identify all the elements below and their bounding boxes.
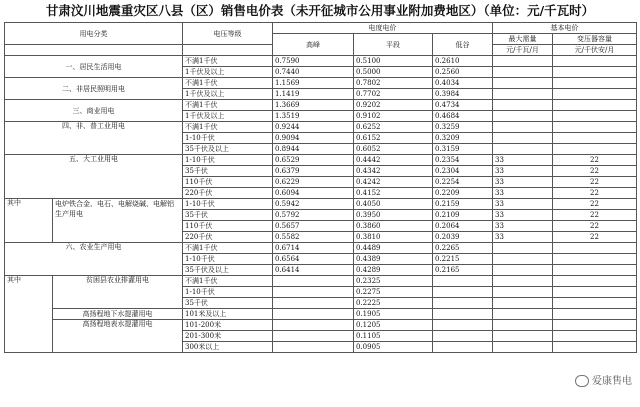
peak-cell: 1.3519 [273, 111, 354, 122]
voltage-cell: 不满1千伏 [183, 56, 273, 67]
valley-cell: 0.3159 [433, 144, 493, 155]
voltage-cell: 1千伏及以上 [183, 67, 273, 78]
flat-cell: 0.1905 [354, 309, 433, 320]
table-row [5, 320, 637, 331]
voltage-cell: 不满1千伏 [183, 243, 273, 254]
category-electro-industry: 电炉铁合金、电石、电解烧碱、电解铝生产用电 [53, 199, 183, 243]
table-row [5, 276, 637, 287]
flat-cell: 0.9202 [354, 100, 433, 111]
peak-cell: 0.9244 [273, 122, 354, 133]
voltage-cell: 1-10千伏 [183, 199, 273, 210]
wechat-icon [575, 375, 589, 387]
peak-cell: 0.6414 [273, 265, 354, 276]
valley-cell: 0.2109 [433, 210, 493, 221]
peak-cell: 0.5792 [273, 210, 354, 221]
flat-cell: 0.1105 [354, 331, 433, 342]
watermark [575, 372, 632, 387]
voltage-cell: 101-200米 [183, 320, 273, 331]
valley-cell: 0.2039 [433, 232, 493, 243]
flat-cell: 0.6152 [354, 133, 433, 144]
max-demand-cell: 33 [493, 166, 553, 177]
capacity-cell: 22 [553, 166, 637, 177]
header-valley: 低谷 [433, 34, 493, 56]
category-commercial: 三、商业用电 [5, 100, 183, 122]
flat-cell: 0.3860 [354, 221, 433, 232]
flat-cell: 0.4152 [354, 188, 433, 199]
voltage-cell: 101米及以上 [183, 309, 273, 320]
peak-cell: 0.6714 [273, 243, 354, 254]
flat-cell: 0.7802 [354, 78, 433, 89]
table-row [5, 243, 637, 254]
voltage-cell: 1-10千伏 [183, 287, 273, 298]
category-poor-county-irrigation: 贫困县农业排灌用电 [53, 276, 183, 309]
valley-cell: 0.3984 [433, 89, 493, 100]
category-residential: 一、居民生活用电 [5, 56, 183, 78]
category-high-lift-surface: 高扬程地表水提灌用电 [53, 320, 183, 353]
peak-cell: 0.5657 [273, 221, 354, 232]
valley-cell: 0.3259 [433, 122, 493, 133]
flat-cell: 0.2275 [354, 287, 433, 298]
voltage-cell: 35千伏及以上 [183, 265, 273, 276]
table-row [5, 199, 637, 210]
valley-cell: 0.4034 [433, 78, 493, 89]
voltage-cell: 110千伏 [183, 177, 273, 188]
header-flat: 平段 [354, 34, 433, 56]
flat-cell: 0.5100 [354, 56, 433, 67]
max-demand-cell: 33 [493, 155, 553, 166]
max-demand-cell: 33 [493, 199, 553, 210]
voltage-cell: 1千伏及以上 [183, 111, 273, 122]
header-max-demand-unit: 元/千瓦/月 [493, 45, 553, 56]
table-row [5, 155, 637, 166]
peak-cell: 0.6564 [273, 254, 354, 265]
capacity-cell: 22 [553, 177, 637, 188]
peak-cell: 1.1569 [273, 78, 354, 89]
valley-cell: 0.2560 [433, 67, 493, 78]
voltage-cell: 不满1千伏 [183, 122, 273, 133]
valley-cell: 0.2209 [433, 188, 493, 199]
voltage-cell: 35千伏 [183, 166, 273, 177]
header-max-demand: 最大需量 [493, 34, 553, 45]
peak-cell: 0.6094 [273, 188, 354, 199]
valley-cell: 0.2304 [433, 166, 493, 177]
capacity-cell: 22 [553, 199, 637, 210]
peak-cell: 0.5582 [273, 232, 354, 243]
flat-cell: 0.4389 [354, 254, 433, 265]
peak-cell: 1.1419 [273, 89, 354, 100]
valley-cell: 0.2354 [433, 155, 493, 166]
flat-cell: 0.4050 [354, 199, 433, 210]
header-category: 用电分类 [5, 23, 183, 45]
header-peak: 高峰 [273, 34, 354, 56]
voltage-cell: 1千伏及以上 [183, 89, 273, 100]
voltage-cell: 220千伏 [183, 232, 273, 243]
flat-cell: 0.2225 [354, 298, 433, 309]
valley-cell: 0.2265 [433, 243, 493, 254]
max-demand-cell: 33 [493, 177, 553, 188]
voltage-cell: 300米以上 [183, 342, 273, 353]
valley-cell: 0.2254 [433, 177, 493, 188]
flat-cell: 0.3810 [354, 232, 433, 243]
table-row [5, 56, 637, 67]
max-demand-cell: 33 [493, 232, 553, 243]
max-demand-cell: 33 [493, 188, 553, 199]
flat-cell: 0.4342 [354, 166, 433, 177]
header-basic-price: 基本电价 [493, 23, 637, 34]
header-row-1 [5, 23, 637, 34]
max-demand-cell: 33 [493, 210, 553, 221]
peak-cell: 0.6379 [273, 166, 354, 177]
valley-cell: 0.2165 [433, 265, 493, 276]
voltage-cell: 35千伏 [183, 298, 273, 309]
price-table [4, 22, 637, 353]
peak-cell: 0.8944 [273, 144, 354, 155]
valley-cell: 0.2215 [433, 254, 493, 265]
voltage-cell: 1-10千伏 [183, 155, 273, 166]
table-row [5, 309, 637, 320]
voltage-cell: 35千伏及以上 [183, 144, 273, 155]
peak-cell: 1.3669 [273, 100, 354, 111]
max-demand-cell: 33 [493, 221, 553, 232]
voltage-cell: 201-300米 [183, 331, 273, 342]
voltage-cell: 220千伏 [183, 188, 273, 199]
voltage-cell: 1-10千伏 [183, 254, 273, 265]
watermark-text: 爱康售电 [592, 376, 632, 387]
valley-cell: 0.3209 [433, 133, 493, 144]
header-energy-price: 电度电价 [273, 23, 493, 34]
flat-cell: 0.6252 [354, 122, 433, 133]
valley-cell: 0.4684 [433, 111, 493, 122]
flat-cell: 0.1205 [354, 320, 433, 331]
valley-cell: 0.2064 [433, 221, 493, 232]
page-title: 甘肃汶川地震重灾区八县（区）销售电价表（未开征城市公用事业附加费地区）（单位：元/千瓦时） [45, 3, 595, 18]
flat-cell: 0.4442 [354, 155, 433, 166]
of-which-label: 其中 [5, 199, 53, 243]
flat-cell: 0.4489 [354, 243, 433, 254]
capacity-cell: 22 [553, 221, 637, 232]
category-agricultural: 六、农业生产用电 [5, 243, 183, 276]
flat-cell: 0.4242 [354, 177, 433, 188]
peak-cell: 0.6229 [273, 177, 354, 188]
table-row [5, 78, 637, 89]
voltage-cell: 110千伏 [183, 221, 273, 232]
flat-cell: 0.3950 [354, 210, 433, 221]
header-voltage: 电压等级 [183, 23, 273, 45]
voltage-cell: 不满1千伏 [183, 276, 273, 287]
valley-cell: 0.2610 [433, 56, 493, 67]
flat-cell: 0.2325 [354, 276, 433, 287]
flat-cell: 0.5000 [354, 67, 433, 78]
peak-cell: 0.7590 [273, 56, 354, 67]
valley-cell: 0.2159 [433, 199, 493, 210]
voltage-cell: 不满1千伏 [183, 78, 273, 89]
flat-cell: 0.7702 [354, 89, 433, 100]
voltage-cell: 1-10千伏 [183, 133, 273, 144]
flat-cell: 0.9102 [354, 111, 433, 122]
category-non-industrial: 四、非、普工业用电 [5, 122, 183, 155]
voltage-cell: 35千伏 [183, 210, 273, 221]
flat-cell: 0.0905 [354, 342, 433, 353]
header-capacity-unit: 元/千伏安/月 [553, 45, 637, 56]
capacity-cell: 22 [553, 155, 637, 166]
voltage-cell: 不满1千伏 [183, 100, 273, 111]
header-capacity: 变压器容量 [553, 34, 637, 45]
capacity-cell: 22 [553, 232, 637, 243]
table-row [5, 100, 637, 111]
capacity-cell: 22 [553, 188, 637, 199]
peak-cell: 0.5942 [273, 199, 354, 210]
category-large-industrial: 五、大工业用电 [5, 155, 183, 199]
table-row [5, 122, 637, 133]
peak-cell: 0.7440 [273, 67, 354, 78]
peak-cell: 0.6529 [273, 155, 354, 166]
flat-cell: 0.6052 [354, 144, 433, 155]
category-non-residential-lighting: 二、非居民照明用电 [5, 78, 183, 100]
peak-cell: 0.9094 [273, 133, 354, 144]
capacity-cell: 22 [553, 210, 637, 221]
flat-cell: 0.4289 [354, 265, 433, 276]
of-which-label: 其中 [5, 276, 53, 353]
category-high-lift-groundwater: 高扬程地下水提灌用电 [53, 309, 183, 320]
valley-cell: 0.4734 [433, 100, 493, 111]
